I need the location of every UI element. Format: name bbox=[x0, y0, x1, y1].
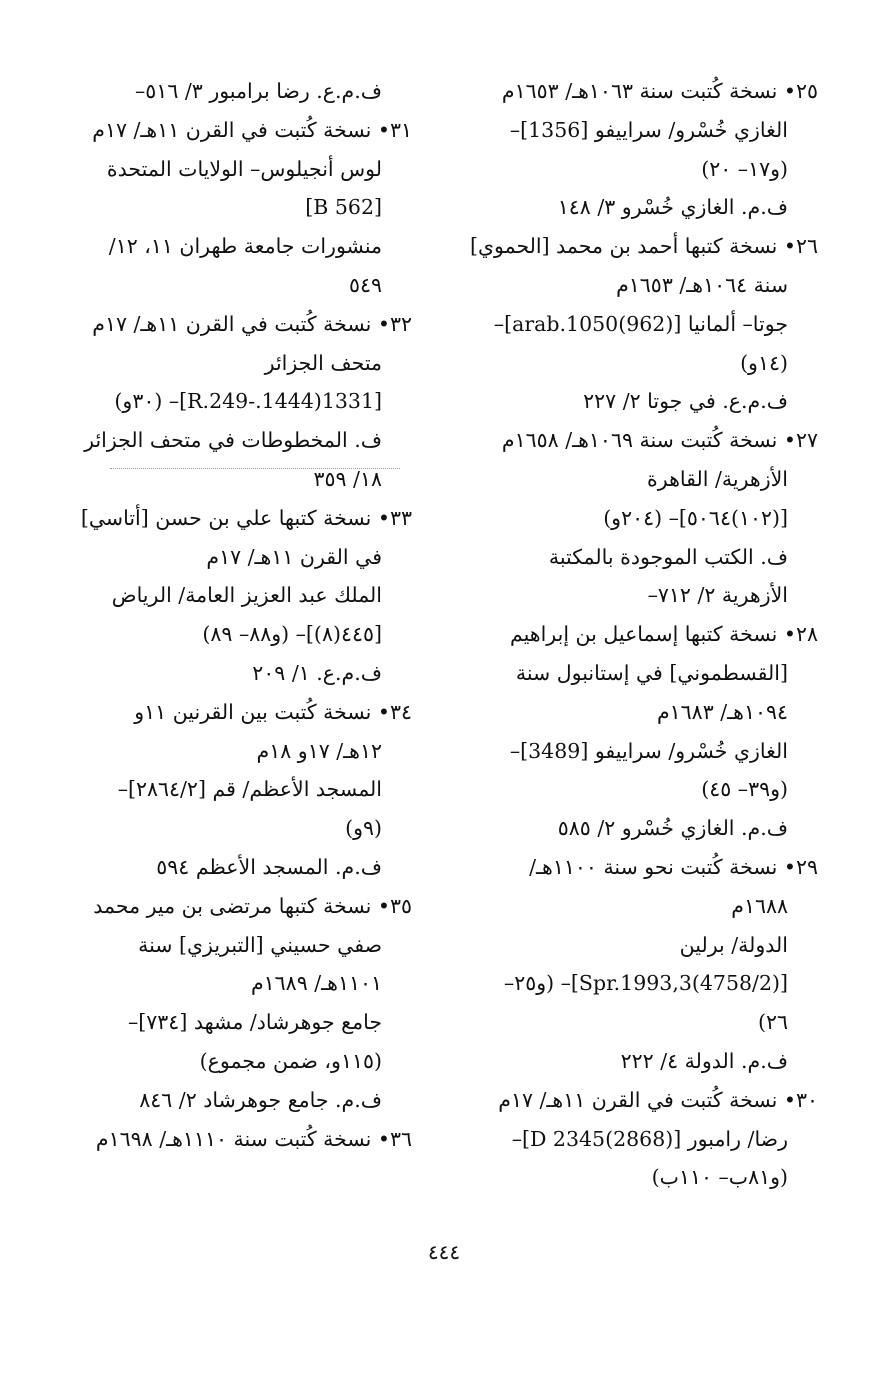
entry-detail-line: الأزهرية ٢/ ٧١٢– bbox=[647, 583, 788, 608]
entry-detail-line: لوس أنجيلوس– الولايات المتحدة bbox=[106, 156, 382, 181]
entry-detail-line: ف.م. الدولة ٤/ ٢٢٢ bbox=[620, 1048, 788, 1073]
entry-detail-line: ف. المخطوطات في متحف الجزائر bbox=[84, 428, 382, 453]
entry-detail-line: ف. الكتب الموجودة بالمكتبة bbox=[548, 544, 788, 569]
entry-detail-line: متحف الجزائر bbox=[264, 350, 382, 375]
entry-detail-line: منشورات جامعة طهران ١١، ١٢/ bbox=[108, 234, 382, 259]
entry-heading-line: ٣٥• نسخة كتبها مرتضى بن مير محمد bbox=[93, 893, 412, 918]
entry-detail-line: ٢٦) bbox=[757, 1010, 788, 1035]
entry-detail-line: المسجد الأعظم/ قم [٢٨٦٤/٢]– bbox=[117, 777, 382, 802]
entry-detail-line: ١٢هـ/ ١٧و ١٨م bbox=[256, 738, 382, 763]
entry-detail-line: ١٦٨٨م bbox=[731, 893, 788, 918]
entry-detail-line: (١٤و) bbox=[740, 350, 788, 375]
entry-heading-line: ٢٧• نسخة كُتبت سنة ١٠٦٩هـ/ ١٦٥٨م bbox=[501, 428, 818, 453]
entry-detail-line: رضا/ رامبور [D 2345(2868)]– bbox=[511, 1126, 788, 1151]
entry-detail-line: الدولة/ برلين bbox=[679, 932, 788, 957]
entry-detail-line: [(١٠٢)٥٠٦٤]– (٢٠٤و) bbox=[603, 505, 788, 530]
page-number: ٤٤٤ bbox=[427, 1240, 461, 1264]
entry-detail-line: جامع جوهرشاد/ مشهد [٧٣٤]– bbox=[128, 1010, 382, 1035]
entry-heading-line: ٢٩• نسخة كُتبت نحو سنة ١١٠٠هـ/ bbox=[529, 854, 818, 879]
entry-detail-line: ف.م.ع. في جوتا ٢/ ٢٢٧ bbox=[583, 389, 788, 414]
entry-heading-line: ٣٢• نسخة كُتبت في القرن ١١هـ/ ١٧م bbox=[92, 311, 412, 336]
entry-detail-line: الغازي خُسْرو/ سراييفو [1356]– bbox=[509, 117, 788, 142]
entry-detail-line: (٩و) bbox=[345, 816, 382, 841]
entry-detail-line: ١١٠١هـ/ ١٦٨٩م bbox=[250, 971, 382, 996]
entry-detail-line: ف.م. المسجد الأعظم ٥٩٤ bbox=[156, 854, 382, 879]
entry-detail-line: ١٠٩٤هـ/ ١٦٨٣م bbox=[656, 699, 788, 724]
entry-heading-line: ٣٦• نسخة كُتبت سنة ١١١٠هـ/ ١٦٩٨م bbox=[95, 1126, 412, 1151]
entry-detail-line: جوتا– ألمانيا [arab.1050(962)]– bbox=[493, 311, 788, 336]
left-column bbox=[62, 72, 412, 1158]
entry-detail-line: ف.م.ع. رضا برامبور ٣/ ٥١٦– bbox=[135, 79, 382, 103]
entry-detail-line: (و١٧– ٢٠) bbox=[701, 156, 788, 181]
entry-heading-line: ٢٨• نسخة كتبها إسماعيل بن إبراهيم bbox=[509, 622, 818, 647]
entry-detail-line: ١٨/ ٣٥٩ bbox=[313, 466, 382, 491]
entry-detail-line: الغازي خُسْرو/ سراييفو [3489]– bbox=[509, 738, 788, 763]
entry-detail-line: الأزهرية/ القاهرة bbox=[647, 466, 788, 491]
entry-detail-line: سنة ١٠٦٤هـ/ ١٦٥٣م bbox=[616, 272, 788, 297]
right-column bbox=[468, 72, 818, 1197]
entry-detail-line: ف.م. جامع جوهرشاد ٢/ ٨٤٦ bbox=[139, 1087, 382, 1112]
entry-detail-line: ف.م.ع. ١/ ٢٠٩ bbox=[252, 660, 382, 685]
entry-detail-line: الملك عبد العزيز العامة/ الرياض bbox=[111, 583, 382, 608]
entry-heading-line: ٢٥• نسخة كُتبت سنة ١٠٦٣هـ/ ١٦٥٣م bbox=[501, 79, 818, 103]
entry-heading-line: ٢٦• نسخة كتبها أحمد بن محمد [الحموي] bbox=[469, 234, 818, 259]
entry-detail-line: (١١٥و، ضمن مجموع) bbox=[199, 1048, 382, 1073]
separator-line bbox=[110, 468, 400, 469]
entry-detail-line: [٤٤٥(٨)]– (و٨٨– ٨٩) bbox=[202, 622, 382, 647]
entry-heading-line: ٣٤• نسخة كُتبت بين القرنين ١١و bbox=[134, 699, 412, 724]
entry-heading-line: ٣٣• نسخة كتبها علي بن حسن [أتاسي] bbox=[80, 505, 412, 530]
entry-heading-line: ٣٠• نسخة كُتبت في القرن ١١هـ/ ١٧م bbox=[498, 1087, 818, 1112]
entry-detail-line: [R.249-.1444)1331]– (٣٠و) bbox=[114, 389, 382, 414]
entry-detail-line: صفي حسيني [التبريزي] سنة bbox=[138, 932, 382, 957]
entry-detail-line: (و٣٩– ٤٥) bbox=[701, 777, 788, 802]
entry-heading-line: ٣١• نسخة كُتبت في القرن ١١هـ/ ١٧م bbox=[92, 117, 412, 142]
entry-detail-line: [B 562] bbox=[305, 195, 382, 220]
entry-detail-line: [Spr.1993,3(4758/2)]– (و٢٥– bbox=[503, 971, 788, 996]
entry-detail-line: [القسطموني] في إستانبول سنة bbox=[515, 660, 788, 685]
entry-detail-line: في القرن ١١هـ/ ١٧م bbox=[206, 544, 382, 569]
entry-detail-line: ف.م. الغازي خُسْرو ٣/ ١٤٨ bbox=[557, 195, 788, 220]
entry-detail-line: ٥٤٩ bbox=[348, 272, 382, 297]
entry-detail-line: ف.م. الغازي خُسْرو ٢/ ٥٨٥ bbox=[557, 816, 788, 841]
entry-detail-line: (و٨١ب– ١١٠ب) bbox=[651, 1165, 788, 1190]
